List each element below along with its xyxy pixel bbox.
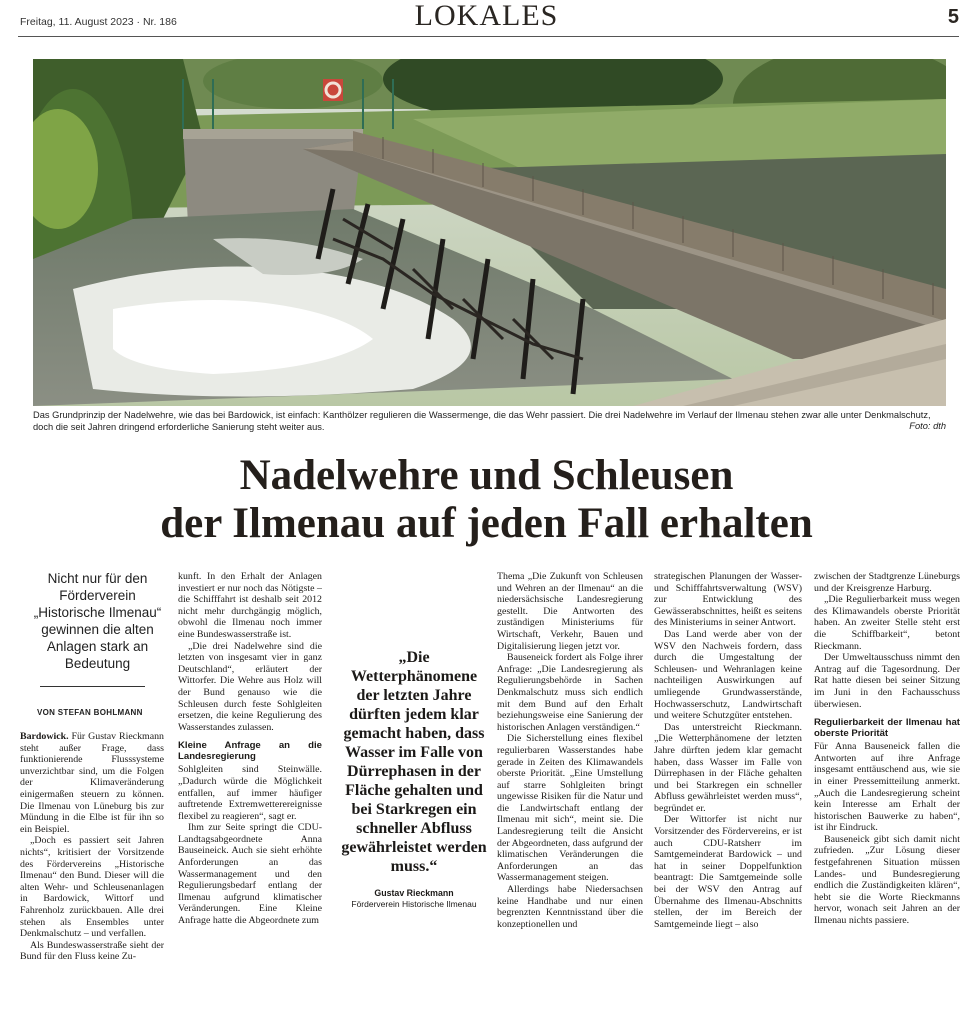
paragraph: Sohlgleiten sind Steinwälle. „Dadurch würde die Möglichkeit entfallen, auf immer häufiger auftretende Extremwetterereignisse flexibel zu reagieren“, sagt er.: [178, 764, 322, 822]
paragraph: Als Bundeswasserstraße sieht der Bund für den Fluss keine Zu-: [20, 939, 164, 963]
page-number: 5: [947, 6, 959, 28]
dateline: Bardowick.: [20, 731, 69, 742]
paragraph: Das unterstreicht Rieckmann. „Die Wetterphänomene der letzten Jahre dürften jedem klar gemacht haben, dass Wasser im Falle von Dürrephasen in der Fläche gehalten und bei Starkregen ein schneller Abfluss gewährleistet werden muss“, begründet er.: [654, 721, 802, 814]
headline-line-1: Nadelwehre und Schleusen: [239, 452, 734, 499]
subheading: Regulierbarkeit der Ilmenau hat oberste Priorität: [814, 717, 960, 740]
paragraph: „Doch es passiert seit Jahren nichts“, kritisiert der Vorsitzende des Fördervereins „Historische Ilmenau“ den Bund. Dieser will die alten Wehr- und Schleusenanlagen in Bardowick, Wittorf und Fahrenholz zurückbauen. Alle drei stehen als Ensembles unter Denkmalschutz – und verfallen.: [20, 835, 164, 940]
pull-quote-author: Gustav Rieckmann: [374, 888, 454, 898]
article-column-4: [654, 571, 802, 930]
headline: [0, 452, 973, 548]
paragraph: „Die Regulierbarkeit muss wegen des Klimawandels oberste Priorität haben. An zweiter Stelle steht erst die Schiffbarkeit“, betont Rieckmann.: [814, 594, 960, 652]
article-column-5: [814, 571, 960, 927]
photo-credit: Foto: dth: [909, 421, 946, 431]
section-title: LOKALES: [414, 0, 559, 32]
weir-photo: [33, 59, 946, 406]
pull-quote-text: „Die Wetterphänomene der letzten Jahre dürften jedem klar gemacht haben, dass Wasser im Falle von Dürrephasen in der Fläche gehalten und bei Starkregen ein schneller Abfluss gewährleistet werden muss.“: [341, 649, 487, 875]
article-column-3: [497, 571, 643, 930]
paragraph: „Die drei Nadelwehre sind die letzten von insgesamt vier in ganz Deutschland“, erläutert der Wittorfer. Die Wehre aus Holz will der Bund genauso wie die Schleusen durch feste Sohlgleiten ersetzen, die keine Regulierung des Wasserstandes zulassen.: [178, 640, 322, 733]
paragraph: Für Anna Bauseneick fallen die Antworten auf ihre Anfrage insgesamt enttäuschend aus, wie sie in einer Pressemitteilung anmerkt. „Auch die Landesregierung scheint kein Interesse am Erhalt der historischen Bauwerke zu haben“, ist ihr Eindruck.: [814, 741, 960, 834]
paragraph: strategischen Planungen der Wasser- und Schifffahrtsverwaltung (WSV) zur Entwicklung des Gewässerabschnittes, heißt es seitens des Ministeriums in seiner Antwort.: [654, 571, 802, 629]
masthead-rule: [18, 36, 959, 37]
paragraph: Bardowick. Für Gustav Rieckmann steht außer Frage, dass funktionierende Flusssysteme unverzichtbar sind, um die Folgen der Klimaveränderung einigermaßen steuern zu können. Die Ilmenau von Lüneburg bis zur Mündung in die Elbe ist für ihn so ein Beispiel.: [20, 731, 164, 835]
paragraph: Thema „Die Zukunft von Schleusen und Wehren an der Ilmenau“ an die niedersächsische Landesregierung gestellt. Die Antworten des zuständigen Ministeriums für Wirtschaft, Verkehr, Bauen und Digitalisierung liegen jetzt vor.: [497, 571, 643, 652]
paragraph: Die Sicherstellung eines flexibel regulierbaren Wasserstandes habe gerade in Zeiten des Klimawandels oberste Priorität. „Eine Umstellung auf starre Sohlgleiten bringt ungewisse Risiken für die Natur und die Landwirtschaft entlang der Ilmenau mit sich“, meint sie. Die Landesregierung teilt die Ansicht der Abgeordneten, dass aufgrund der klimatischen Veränderungen die Anforderungen an das Wassermanagement steigen.: [497, 733, 643, 884]
photo-caption: Das Grundprinzip der Nadelwehre, wie das bei Bardowick, ist einfach: Kanthölzer regulieren die Wassermenge, die das Wehr passiert. Die drei Nadelwehre im Verlauf der Ilmenau stehen zwar alle unter Denkmalschutz, doch die seit Jahren dringend erforderliche Sanierung steht weiter aus.: [33, 410, 931, 432]
headline-line-2: der Ilmenau auf jeden Fall erhalten: [160, 500, 813, 547]
paragraph: kunft. In den Erhalt der Anlagen investiert er nur noch das Nötigste – die Schifffahrt ist deshalb seit 2012 nicht mehr durchgängig möglich, obwohl die Ilmenau noch immer eine Bundeswasserstraße ist.: [178, 571, 322, 640]
article-column-1: [20, 731, 164, 963]
paragraph: Das Land werde aber von der WSV den Nachweis fordern, dass durch die Umgestaltung der Schleusen- und Wehranlagen keine nachteiligen Auswirkungen auf umliegende Grundwasserstände, Hochwasserschutz, Landwirtschaft und weitere Schutzgüter entstehen.: [654, 628, 802, 722]
teaser-rule: [40, 686, 145, 687]
subheading: Kleine Anfrage an die Landesregierung: [178, 740, 322, 763]
paragraph: Bauseneick fordert als Folge ihrer Anfrage: „Die Landesregierung als Regulierungsbehörde in Sachen Denkmalschutz muss sich endlich mit dem Bund auf den Erhalt beziehungsweise eine Sanierung der historischen Anlagen verständigen.“: [497, 652, 643, 733]
paragraph: Ihm zur Seite springt die CDU-Landtagsabgeordnete Anna Bauseineick. Auch sie sieht erhöhte Anforderungen an das Wassermanagement und den Regulierungsbedarf entlang der Ilmenau aufgrund klimatischer Veränderungen. Eine Kleine Anfrage hatte die Abgeordnete zum: [178, 822, 322, 927]
pull-quote: [338, 648, 490, 909]
paragraph: Der Wittorfer ist nicht nur Vorsitzender des Fördervereins, er ist auch CDU-Ratsherr im Samtgemeinderat Bardowick – und hat in seiner Doppelfunktion beantragt: Die Samtgemeinde solle bei der WSV den Antrag auf Übernahme des Ilmenau-Abschnitts stellen, der im Bereich der Samtgemeinde liegt – also: [654, 814, 802, 930]
article-column-2: [178, 571, 322, 927]
paragraph: Der Umweltausschuss nimmt den Antrag auf die Tagesordnung. Der Rat hatte diesen bei seiner Sitzung im Juni in den Fachausschuss überwiesen.: [814, 652, 960, 710]
issue-date: Freitag, 11. August 2023 · Nr. 186: [20, 16, 177, 28]
byline: VON STEFAN BOHLMANN: [37, 708, 143, 717]
paragraph: zwischen der Stadtgrenze Lüneburgs und der Kreisgrenze Harburg.: [814, 571, 960, 594]
teaser: Nicht nur für den Förderverein „Historische Ilmenau“ gewinnen die alten Anlagen stark an Bedeutung: [33, 571, 162, 671]
paragraph: Allerdings habe Niedersachsen keine Handhabe und nur einen begrenzten Kenntnisstand über die konzeptionellen und: [497, 884, 643, 930]
paragraph: Bauseneick gibt sich damit nicht zufrieden. „Zur Lösung dieser festgefahrenen Situation müssen Landes- und Bundesregierung endlich die Zuständigkeiten klären“, hebt sie die Worte Rieckmanns hervor, wonach seit Jahren an der Ilmenau nichts passiere.: [814, 833, 960, 927]
pull-quote-org: Förderverein Historische Ilmenau: [351, 899, 477, 909]
